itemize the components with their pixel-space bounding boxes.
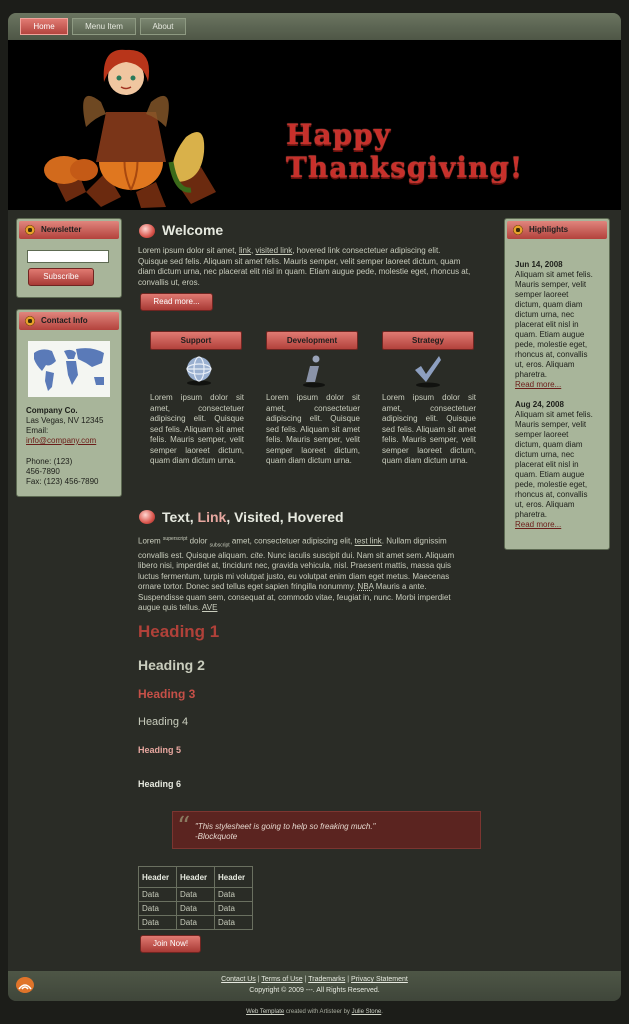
phone-line-2: 456-7890 <box>26 467 60 476</box>
credit-author-link[interactable]: Julie Stone <box>351 1009 382 1015</box>
styles-heading-visited[interactable]: Visited <box>234 509 280 525</box>
welcome-paragraph: Lorem ipsum dolor sit amet, link, visited link, hovered link consectetuer adipiscing elit. Quisque sed felis. Aliquam sit amet felis. Mauris semper, velit semper laoreet dictum, quam diam dictum urna, nec placerat elit nisl in quam. Etiam augue pede, molestie eget, rhoncus at, convallis ut, eros. <box>138 246 489 288</box>
top-nav-bar <box>8 13 621 40</box>
highlight-text-line: semper laoreet <box>515 290 569 299</box>
nav-about[interactable]: About <box>140 18 186 35</box>
table-cell: Data <box>215 888 253 902</box>
highlight-text-line: pharetra. <box>515 510 548 519</box>
fax-line: Fax: (123) 456-7890 <box>26 477 99 486</box>
company-address: Las Vegas, NV 12345 <box>26 416 104 425</box>
highlight-text-line: Aliquam sit amet felis. <box>515 270 593 279</box>
heading-3: Heading 3 <box>138 687 196 701</box>
speech-bubble-icon <box>139 224 155 238</box>
footer-links <box>8 976 621 983</box>
styles-heading <box>162 509 344 525</box>
highlights-heading <box>507 221 607 239</box>
highlight-text-line: rhoncus at, convallis <box>515 350 588 359</box>
separator: , <box>189 509 198 525</box>
highlight-text-line: dictum, quam diam <box>515 440 583 449</box>
highlight-text-line: quam. Etiam augue <box>515 470 585 479</box>
text-line: luctus fermentum, turpis mi volutpat justo, eu volutpat enim diam eget metus. Maecenas <box>138 571 450 581</box>
data-table <box>138 866 253 930</box>
table-row <box>139 902 253 916</box>
contact-title: Contact Info <box>41 316 88 325</box>
phone-line-1: Phone: (123) <box>26 457 73 466</box>
highlight-text-line: rhoncus at, convallis <box>515 490 588 499</box>
highlight-read-more-link[interactable]: Read more... <box>515 380 562 389</box>
heading-2: Heading 2 <box>138 657 205 673</box>
flower-icon <box>513 225 523 235</box>
styles-heading-link[interactable]: Link <box>197 509 227 525</box>
highlight-date: Aug 24, 2008 <box>515 400 564 409</box>
table-cell: Data <box>177 902 215 916</box>
highlight-text-line: semper laoreet <box>515 430 569 439</box>
column-text-support: Lorem ipsum dolor sit amet, consectetuer adipiscing elit. Quisque sed felis. Aliquam sit amet felis. Mauris semper, velit semper laoreet dictum, quam diam dictum urna. <box>150 393 244 465</box>
email-link-wrap <box>26 436 96 446</box>
subscript-text: subscript <box>209 542 230 549</box>
highlight-text-line: quam. Etiam augue <box>515 330 585 339</box>
footer <box>8 971 621 1001</box>
highlight-text-line: dictum, quam diam <box>515 300 583 309</box>
superscript-text: superscript <box>162 536 188 542</box>
cite-text: cite <box>250 550 263 560</box>
welcome-line: diam dictum urna, nec placerat elit nisl in quam. Etiam augue pede, molestie eget, rhoncus at, <box>138 267 471 276</box>
nav-menu-item[interactable]: Menu Item <box>72 18 136 35</box>
footer-separator: | <box>347 976 350 983</box>
nav-home[interactable]: Home <box>20 18 68 35</box>
footer-copyright: Copyright © 2009 ---. All Rights Reserved. <box>249 987 380 994</box>
table-row <box>139 888 253 902</box>
abbr-nba: NBA <box>357 582 374 592</box>
heading-6: Heading 6 <box>138 779 182 789</box>
acronym-ave: AVE <box>202 603 218 613</box>
credit-end: . <box>381 1009 383 1015</box>
blockquote <box>172 811 481 849</box>
footer-separator: | <box>304 976 307 983</box>
credit-line <box>0 1009 629 1015</box>
speech-bubble-icon <box>139 510 155 524</box>
highlight-text-line: placerat elit nisl in <box>515 460 579 469</box>
heading-5: Heading 5 <box>138 745 182 755</box>
newsletter-box <box>16 218 122 298</box>
blockquote-quote: "This stylesheet is going to help so freaking much." <box>195 822 376 831</box>
heading-4: Heading 4 <box>138 716 189 728</box>
separator: , <box>226 509 235 525</box>
welcome-text-start: Lorem ipsum dolor sit amet, <box>138 246 237 255</box>
text: Mauris a ante. <box>375 582 427 592</box>
read-more-button[interactable]: Read more... <box>140 293 213 311</box>
highlight-text-line: placerat elit nisl in <box>515 320 579 329</box>
highlight-text-line: pede, molestie eget, <box>515 480 588 489</box>
highlight-item <box>515 400 607 530</box>
highlights-title: Highlights <box>529 225 569 234</box>
highlight-text-line: Aliquam sit amet felis. <box>515 410 593 419</box>
world-map-image <box>28 341 110 397</box>
text: . Nunc iaculis suscipit dui. Nam sit amet sem. Aliquam <box>262 550 455 560</box>
separator: , <box>279 509 288 525</box>
newsletter-title: Newsletter <box>41 225 82 234</box>
styles-heading-hovered[interactable]: Hovered <box>287 509 344 525</box>
credit-text: created with Artisteer by <box>285 1009 350 1015</box>
highlight-item <box>515 260 607 390</box>
checkmark-icon <box>413 354 443 388</box>
table-header: Header <box>177 867 215 888</box>
column-heading-support: Support <box>150 331 242 350</box>
table-cell: Data <box>139 902 177 916</box>
footer-separator: | <box>257 976 260 983</box>
highlight-text-line: pharetra. <box>515 370 548 379</box>
highlight-text-line: ut, eros. Aliquam <box>515 500 575 509</box>
footer-link-privacy[interactable]: Privacy Statement <box>351 976 408 983</box>
column-text-development: Lorem ipsum dolor sit amet, consectetuer adipiscing elit. Quisque sed felis. Aliquam sit amet felis. Mauris semper, velit semper laoreet dictum, quam diam dictum urna. <box>266 393 360 465</box>
text: ornare tortor. Donec sed tellus eget sapien fringilla nonummy. <box>138 582 356 592</box>
email-link[interactable]: info@company.com <box>26 436 97 445</box>
table-cell: Data <box>139 916 177 930</box>
table-cell: Data <box>139 888 177 902</box>
text: amet, consectetuer adipiscing elit, <box>231 536 353 546</box>
footer-link-contact[interactable]: Contact Us <box>221 976 256 983</box>
table-row <box>139 916 253 930</box>
test-link[interactable]: test link <box>354 536 382 546</box>
text: dolor <box>189 536 208 546</box>
highlight-text-line: Mauris semper, velit <box>515 280 587 289</box>
highlight-text-line: dictum urna, nec <box>515 450 575 459</box>
table-cell: Data <box>177 888 215 902</box>
text-line: libero nisi, imperdiet at, tincidunt nec, gravida vehicula, nisl. Praesent mattis, massa quis <box>138 561 452 571</box>
styles-heading-text: Text <box>162 509 190 525</box>
text-line: Suspendisse quam sem, consequat at, commodo vitae, feugiat in, nunc. Morbi imperdiet <box>138 592 451 602</box>
footer-link-trademarks[interactable]: Trademarks <box>308 976 346 983</box>
welcome-link[interactable]: link <box>238 246 251 255</box>
welcome-line: Quisque sed felis. Aliquam sit amet felis. Mauris semper, velit semper laoreet dictum, quam <box>138 256 461 266</box>
text: . Nullam dignissim <box>381 536 447 546</box>
highlight-text-line: pede, molestie eget, <box>515 340 588 349</box>
highlight-text-line: ut, eros. Aliquam <box>515 360 575 369</box>
column-text-strategy: Lorem ipsum dolor sit amet, consectetuer adipiscing elit. Quisque sed felis. Aliquam sit amet felis. Mauris semper, velit semper laoreet dictum, quam diam dictum urna. <box>382 393 476 465</box>
company-name: Company Co. <box>26 406 78 415</box>
thanksgiving-fairy-illustration <box>26 42 256 210</box>
highlight-text-line: dictum urna, nec <box>515 310 575 319</box>
contact-info-box <box>16 309 122 497</box>
header-title: Happy Thanksgiving! <box>286 118 524 184</box>
welcome-text-rest: , hovered link consectetuer adipiscing elit. <box>292 246 441 255</box>
quote-mark-icon: “ <box>177 812 191 842</box>
credit-web-template-link[interactable]: Web Template <box>246 1009 285 1015</box>
welcome-heading: Welcome <box>162 222 224 238</box>
table-header: Header <box>215 867 253 888</box>
join-now-button[interactable]: Join Now! <box>140 935 201 953</box>
table-header: Header <box>139 867 177 888</box>
footer-link-terms[interactable]: Terms of Use <box>261 976 303 983</box>
highlights-box <box>504 218 610 550</box>
column-heading-strategy: Strategy <box>382 331 474 350</box>
subscribe-button[interactable]: Subscribe <box>28 268 94 286</box>
flower-icon <box>25 225 35 235</box>
header-banner <box>8 40 621 210</box>
email-label: Email: <box>26 426 49 435</box>
highlight-text-line: Mauris semper, velit <box>515 420 587 429</box>
flower-icon <box>25 316 35 326</box>
text: augue quis tellus. <box>138 603 201 613</box>
heading-1: Heading 1 <box>138 622 220 641</box>
styles-paragraph <box>138 534 489 614</box>
table-cell: Data <box>177 916 215 930</box>
info-icon <box>300 354 328 388</box>
welcome-line: convallis ut, eros. <box>138 277 200 287</box>
column-heading-development: Development <box>266 331 358 350</box>
welcome-visited-link[interactable]: visited link <box>255 246 293 255</box>
globe-icon <box>183 354 215 386</box>
newsletter-email-input[interactable] <box>27 250 109 263</box>
newsletter-heading <box>19 221 119 239</box>
highlight-read-more-link[interactable]: Read more... <box>515 520 562 529</box>
table-cell: Data <box>215 916 253 930</box>
table-cell: Data <box>215 902 253 916</box>
blockquote-text <box>195 822 375 842</box>
contact-heading <box>19 312 119 330</box>
text: Lorem <box>138 536 161 546</box>
text: convallis est. Quisque aliquam. <box>138 550 249 560</box>
blockquote-cite: -Blockquote <box>195 832 238 841</box>
highlight-date: Jun 14, 2008 <box>515 260 563 269</box>
table-header-row <box>139 867 253 888</box>
